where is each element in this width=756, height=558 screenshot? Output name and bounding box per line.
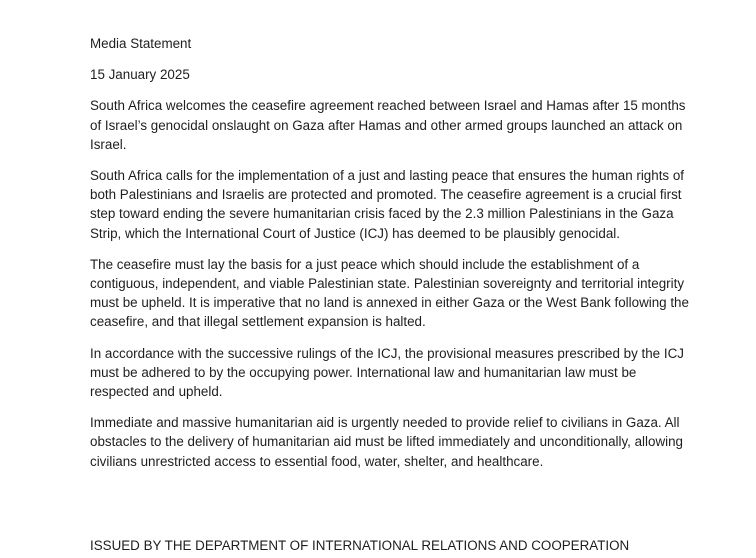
paragraph-palestinian-state: The ceasefire must lay the basis for a just peace which should include the establishment of a contiguous, independent, and viable Palestinian state. Palestinian sovereignty and territorial integrity must be upheld. It is imperative that no land is annexed in either Gaza or the West Bank following the ceasefire, and that illegal settlement expansion is halted. xyxy=(90,256,689,330)
paragraph-humanitarian-aid: Immediate and massive humanitarian aid is urgently needed to provide relief to civilians in Gaza. All obstacles to the delivery of humanitarian aid must be lifted immediately and unconditionally, allowing civilians unrestricted access to essential food, water, shelter, and healthcare. xyxy=(90,415,683,469)
issued-by-line: ISSUED BY THE DEPARTMENT OF INTERNATIONAL RELATIONS AND COOPERATION xyxy=(90,538,630,553)
statement-date: 15 January 2025 xyxy=(90,67,190,83)
paragraph-lasting-peace: South Africa calls for the implementation of a just and lasting peace that ensures the human rights of both Palestinians and Israelis are protected and promoted. The ceasefire agreement is a crucial first step toward ending the severe humanitarian crisis faced by the 2.3 million Palestinians in the Gaza Strip, which the International Court of Justice (ICJ) has deemed to be plausibly genocidal. xyxy=(90,168,684,241)
paragraph-icj-rulings: In accordance with the successive rulings of the ICJ, the provisional measures prescribed by the ICJ must be adhered to by the occupying power. International law and humanitarian law must be respected and upheld. xyxy=(90,345,684,400)
paragraph-welcome-ceasefire: South Africa welcomes the ceasefire agreement reached between Israel and Hamas after 15 months of Israel’s genocidal onslaught on Gaza after Hamas and other armed groups launched an attack on Israel. xyxy=(90,98,686,152)
statement-heading: Media Statement xyxy=(90,36,192,51)
media-statement-document xyxy=(90,34,690,553)
